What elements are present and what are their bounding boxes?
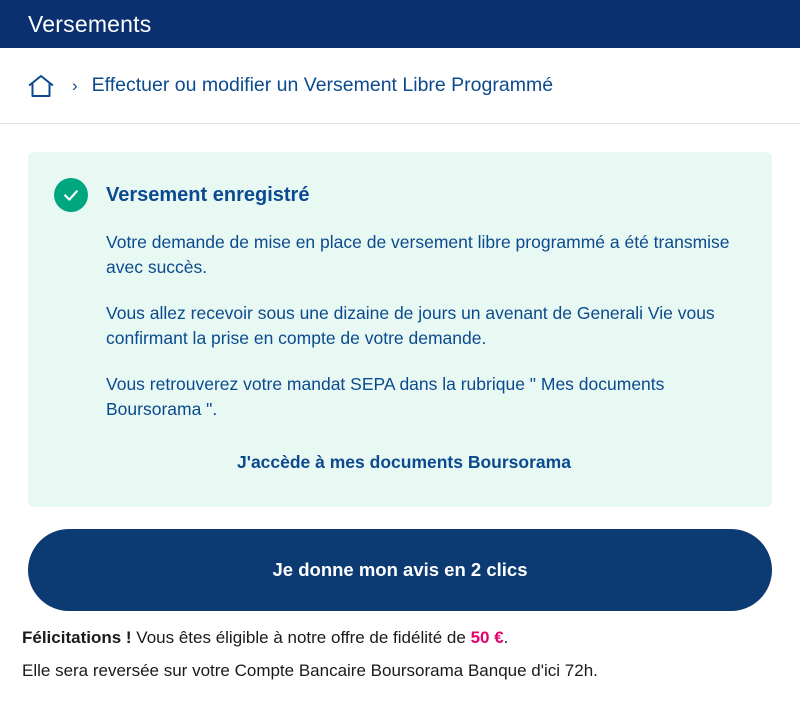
my-documents-link[interactable]: J'accède à mes documents Boursorama (237, 452, 571, 473)
footer-notes (0, 611, 800, 684)
success-paragraph: Vous allez recevoir sous une dizaine de jours un avenant de Generali Vie vous confirmant la prise en compte de votre demande. (106, 302, 715, 349)
congrats-label: Félicitations ! (22, 628, 132, 648)
loyalty-text-after: . (503, 628, 509, 648)
page-title: Versements (28, 10, 152, 37)
loyalty-amount: 50 € (470, 628, 504, 648)
breadcrumb (0, 48, 800, 124)
success-panel (28, 152, 772, 507)
app-header (0, 0, 800, 48)
breadcrumb-separator-icon: › (72, 76, 78, 95)
loyalty-text-before: Vous êtes éligible à notre offre de fidélité de (131, 628, 471, 648)
cta-container (0, 507, 800, 611)
loyalty-offer-line (22, 625, 780, 651)
success-panel-header (54, 178, 742, 212)
main-content (0, 124, 800, 507)
breadcrumb-current: Effectuer ou modifier un Versement Libre Programmé (91, 74, 554, 96)
success-paragraph: Vous retrouverez votre mandat SEPA dans la rubrique " Mes documents Boursorama ". (106, 373, 665, 419)
loyalty-payout-line: Elle sera reversée sur votre Compte Bancaire Boursorama Banque d'ici 72h. (22, 660, 598, 680)
success-panel-body (54, 230, 742, 473)
success-title: Versement enregistré (106, 183, 310, 206)
documents-link-container (106, 452, 742, 473)
home-icon[interactable] (26, 71, 56, 101)
give-feedback-button[interactable]: Je donne mon avis en 2 clics (28, 529, 772, 611)
success-paragraph: Votre demande de mise en place de versement libre programmé a été transmise avec succès. (106, 232, 730, 278)
check-circle-icon (54, 178, 88, 212)
